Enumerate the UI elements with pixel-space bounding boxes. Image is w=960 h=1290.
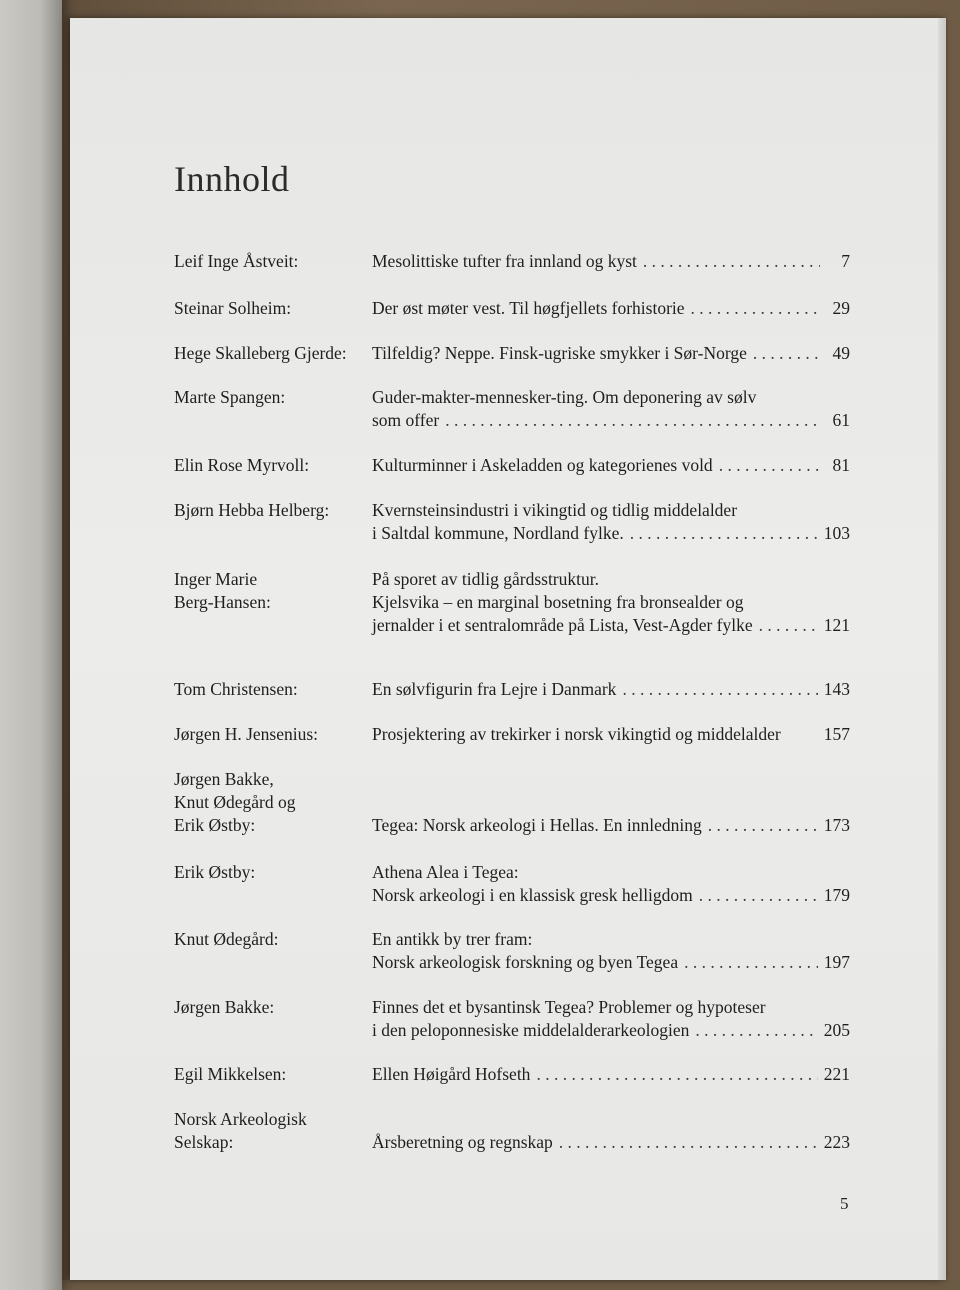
toc-title-last-line bbox=[372, 250, 850, 273]
toc-page-number: 29 bbox=[832, 298, 850, 318]
toc-title-line: jernalder i et sentralområde på Lista, Vest-Agder fylke bbox=[372, 615, 753, 635]
toc-title bbox=[372, 250, 850, 273]
toc-page-number: 61 bbox=[832, 410, 850, 430]
toc-title-line: Guder-makter-mennesker-ting. Om deponering av sølv bbox=[372, 387, 757, 407]
toc-title-line: Finnes det et bysantinsk Tegea? Problemer og hypoteser bbox=[372, 997, 766, 1017]
toc-page-number: 81 bbox=[832, 455, 850, 475]
dot-leader bbox=[753, 342, 820, 365]
dot-leader bbox=[630, 522, 818, 545]
toc-title-line: Kulturminner i Askeladden og kategorienes vold bbox=[372, 455, 713, 475]
toc-title-last-line bbox=[372, 297, 850, 320]
toc-author: Bjørn Hebba Helberg: bbox=[174, 500, 330, 520]
toc-author: Inger Marie Berg-Hansen: bbox=[174, 569, 271, 612]
toc-page-number: 223 bbox=[823, 1132, 850, 1152]
toc-page-number: 7 bbox=[841, 251, 850, 271]
toc-title bbox=[372, 723, 850, 746]
toc-title-line: Tegea: Norsk arkeologi i Hellas. En innledning bbox=[372, 815, 702, 835]
toc-author: Egil Mikkelsen: bbox=[174, 1064, 287, 1084]
page-stack-edge bbox=[938, 18, 946, 1280]
toc-author: Jørgen Bakke: bbox=[174, 997, 275, 1017]
toc-page-number: 197 bbox=[823, 952, 850, 972]
toc-title bbox=[372, 1131, 850, 1154]
toc-author: Norsk Arkeologisk Selskap: bbox=[174, 1109, 307, 1152]
toc-author: Elin Rose Myrvoll: bbox=[174, 455, 310, 475]
toc-title bbox=[372, 928, 850, 974]
toc-title bbox=[372, 454, 850, 477]
dot-leader bbox=[759, 614, 818, 637]
toc-title-last-line bbox=[372, 454, 850, 477]
toc-title-last-line bbox=[372, 678, 850, 701]
toc-title-line: Prosjektering av trekirker i norsk vikingtid og middelalder bbox=[372, 724, 781, 744]
facing-page-edge bbox=[0, 0, 62, 1290]
dot-leader bbox=[684, 951, 818, 974]
dot-leader bbox=[691, 297, 820, 320]
toc-page-number: 221 bbox=[823, 1064, 850, 1084]
toc-title-last-line bbox=[372, 1131, 850, 1154]
toc-page-number: 157 bbox=[823, 724, 850, 744]
toc-title-last-line bbox=[372, 814, 850, 837]
toc-title-line: Norsk arkeologisk forskning og byen Tegea bbox=[372, 952, 679, 972]
toc-author: Tom Christensen: bbox=[174, 679, 298, 699]
toc-title-last-line bbox=[372, 1063, 850, 1086]
toc-title-line: Ellen Høigård Hofseth bbox=[372, 1064, 531, 1084]
dot-leader bbox=[643, 250, 820, 273]
toc-title bbox=[372, 342, 850, 365]
toc-page-number: 103 bbox=[823, 523, 850, 543]
toc-page-number: 173 bbox=[823, 815, 850, 835]
toc-author: Marte Spangen: bbox=[174, 387, 286, 407]
toc-title-line: Årsberetning og regnskap bbox=[372, 1132, 553, 1152]
dot-leader bbox=[695, 1019, 817, 1042]
toc-author: Steinar Solheim: bbox=[174, 298, 292, 318]
dot-leader bbox=[699, 884, 818, 907]
toc-title-last-line bbox=[372, 1019, 850, 1042]
toc-title bbox=[372, 996, 850, 1042]
toc-title-line: som offer bbox=[372, 410, 440, 430]
toc-page-number: 179 bbox=[823, 885, 850, 905]
toc-title-last-line bbox=[372, 614, 850, 637]
toc-title-line: Mesolittiske tufter fra innland og kyst bbox=[372, 251, 637, 271]
toc-title-last-line bbox=[372, 884, 850, 907]
dot-leader bbox=[719, 454, 820, 477]
toc-title-line: Athena Alea i Tegea: bbox=[372, 862, 519, 882]
toc-page-number: 143 bbox=[823, 679, 850, 699]
dot-leader bbox=[536, 1063, 817, 1086]
toc-title-last-line bbox=[372, 342, 850, 365]
toc-title-last-line bbox=[372, 409, 850, 432]
page-number: 5 bbox=[840, 1194, 849, 1213]
toc-title bbox=[372, 297, 850, 320]
book-page bbox=[70, 18, 946, 1280]
toc-title-line: Kvernsteinsindustri i vikingtid og tidlig middelalder bbox=[372, 500, 738, 520]
dot-leader bbox=[622, 678, 817, 701]
toc-title bbox=[372, 678, 850, 701]
toc-title-line: En antikk by trer fram: bbox=[372, 929, 533, 949]
toc-author: Hege Skalleberg Gjerde: bbox=[174, 343, 347, 363]
toc-page-number: 49 bbox=[832, 343, 850, 363]
toc-author: Erik Østby: bbox=[174, 862, 256, 882]
toc-title-line: Norsk arkeologi i en klassisk gresk helligdom bbox=[372, 885, 693, 905]
toc-page-number: 205 bbox=[823, 1020, 850, 1040]
toc-title-line: i Saltdal kommune, Nordland fylke. bbox=[372, 523, 624, 543]
toc-title bbox=[372, 814, 850, 837]
toc-title bbox=[372, 386, 850, 432]
toc-author: Jørgen Bakke, Knut Ødegård og Erik Østby: bbox=[174, 769, 296, 835]
toc-title-last-line bbox=[372, 951, 850, 974]
toc-title-line: Der øst møter vest. Til høgfjellets forhistorie bbox=[372, 298, 685, 318]
toc-title bbox=[372, 861, 850, 907]
toc-title-line: En sølvfigurin fra Lejre i Danmark bbox=[372, 679, 617, 699]
toc-title bbox=[372, 1063, 850, 1086]
dot-leader bbox=[559, 1131, 818, 1154]
toc-title-last-line bbox=[372, 723, 850, 746]
toc-title-line: i den peloponnesiske middelalderarkeologien bbox=[372, 1020, 690, 1040]
toc-author: Jørgen H. Jensenius: bbox=[174, 724, 319, 744]
dot-leader bbox=[445, 409, 820, 432]
toc-title-line: Kjelsvika – en marginal bosetning fra bronsealder og bbox=[372, 592, 744, 612]
toc-title-line: På sporet av tidlig gårdsstruktur. bbox=[372, 569, 599, 589]
toc-author: Leif Inge Åstveit: bbox=[174, 251, 299, 271]
toc-title-last-line bbox=[372, 522, 850, 545]
toc-page-number: 121 bbox=[823, 615, 850, 635]
toc-title bbox=[372, 568, 850, 637]
toc-title bbox=[372, 499, 850, 545]
toc-title-line: Tilfeldig? Neppe. Finsk-ugriske smykker i Sør-Norge bbox=[372, 343, 747, 363]
dot-leader bbox=[708, 814, 818, 837]
toc-author: Knut Ødegård: bbox=[174, 929, 279, 949]
page-title: Innhold bbox=[174, 159, 290, 199]
